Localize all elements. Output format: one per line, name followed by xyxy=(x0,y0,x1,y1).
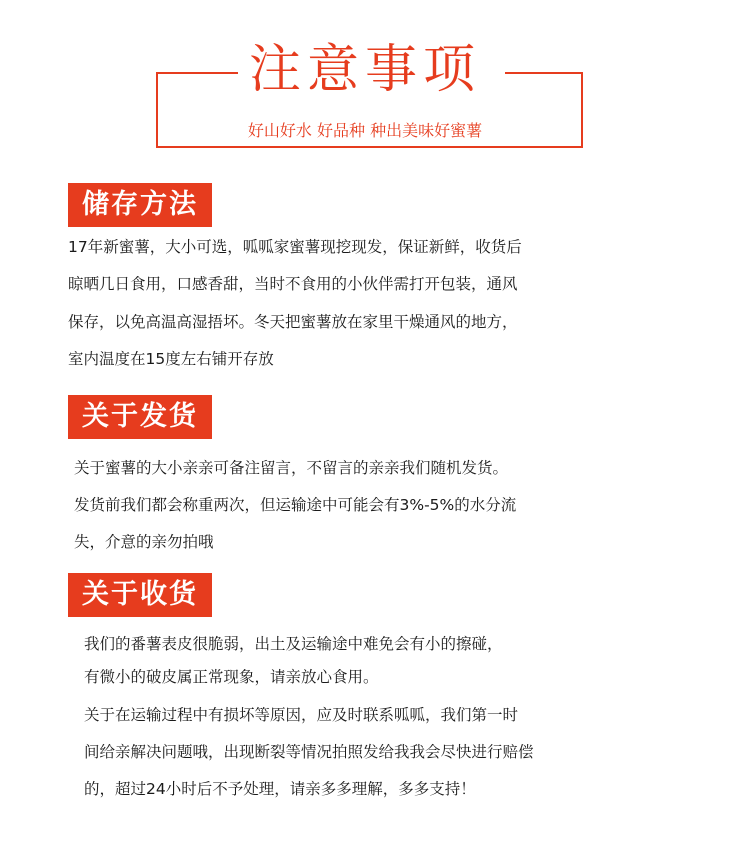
page-subtitle: 好山好水 好品种 种出美味好蜜薯 xyxy=(247,121,483,140)
page-title: 注意事项 xyxy=(248,40,481,100)
text-line: 室内温度在15度左右铺开存放 xyxy=(68,350,274,368)
section-heading-receiving: 关于收货 xyxy=(68,573,212,617)
text-line: 关于蜜薯的大小亲亲可备注留言，不留言的亲亲我们随机发货。 xyxy=(74,459,509,477)
text-line: 17年新蜜薯，大小可选，呱呱家蜜薯现挖现发，保证新鲜，收货后 xyxy=(68,238,522,256)
text-line: 发货前我们都会称重两次，但运输途中可能会有3%-5%的水分流 xyxy=(74,496,517,514)
section-heading-shipping: 关于发货 xyxy=(68,395,212,439)
frame-line-bottom xyxy=(156,146,583,148)
text-line: 的，超过24小时后不予处理，请亲多多理解，多多支持！ xyxy=(84,780,476,798)
text-line: 晾晒几日食用，口感香甜，当时不食用的小伙伴需打开包装，通风 xyxy=(68,275,518,293)
text-line: 我们的番薯表皮很脆弱，出土及运输途中难免会有小的擦碰， xyxy=(84,635,503,653)
text-line: 间给亲解决问题哦，出现断裂等情况拍照发给我我会尽快进行赔偿 xyxy=(84,743,534,761)
text-line: 失，介意的亲勿拍哦 xyxy=(74,533,214,551)
header-banner xyxy=(0,0,730,160)
text-line: 有微小的破皮属正常现象，请亲放心食用。 xyxy=(84,668,379,686)
section-heading-storage: 储存方法 xyxy=(68,183,212,227)
text-line: 保存，以免高温高湿捂坏。冬天把蜜薯放在家里干燥通风的地方， xyxy=(68,313,518,331)
text-line: 关于在运输过程中有损坏等原因，应及时联系呱呱，我们第一时 xyxy=(84,706,519,724)
